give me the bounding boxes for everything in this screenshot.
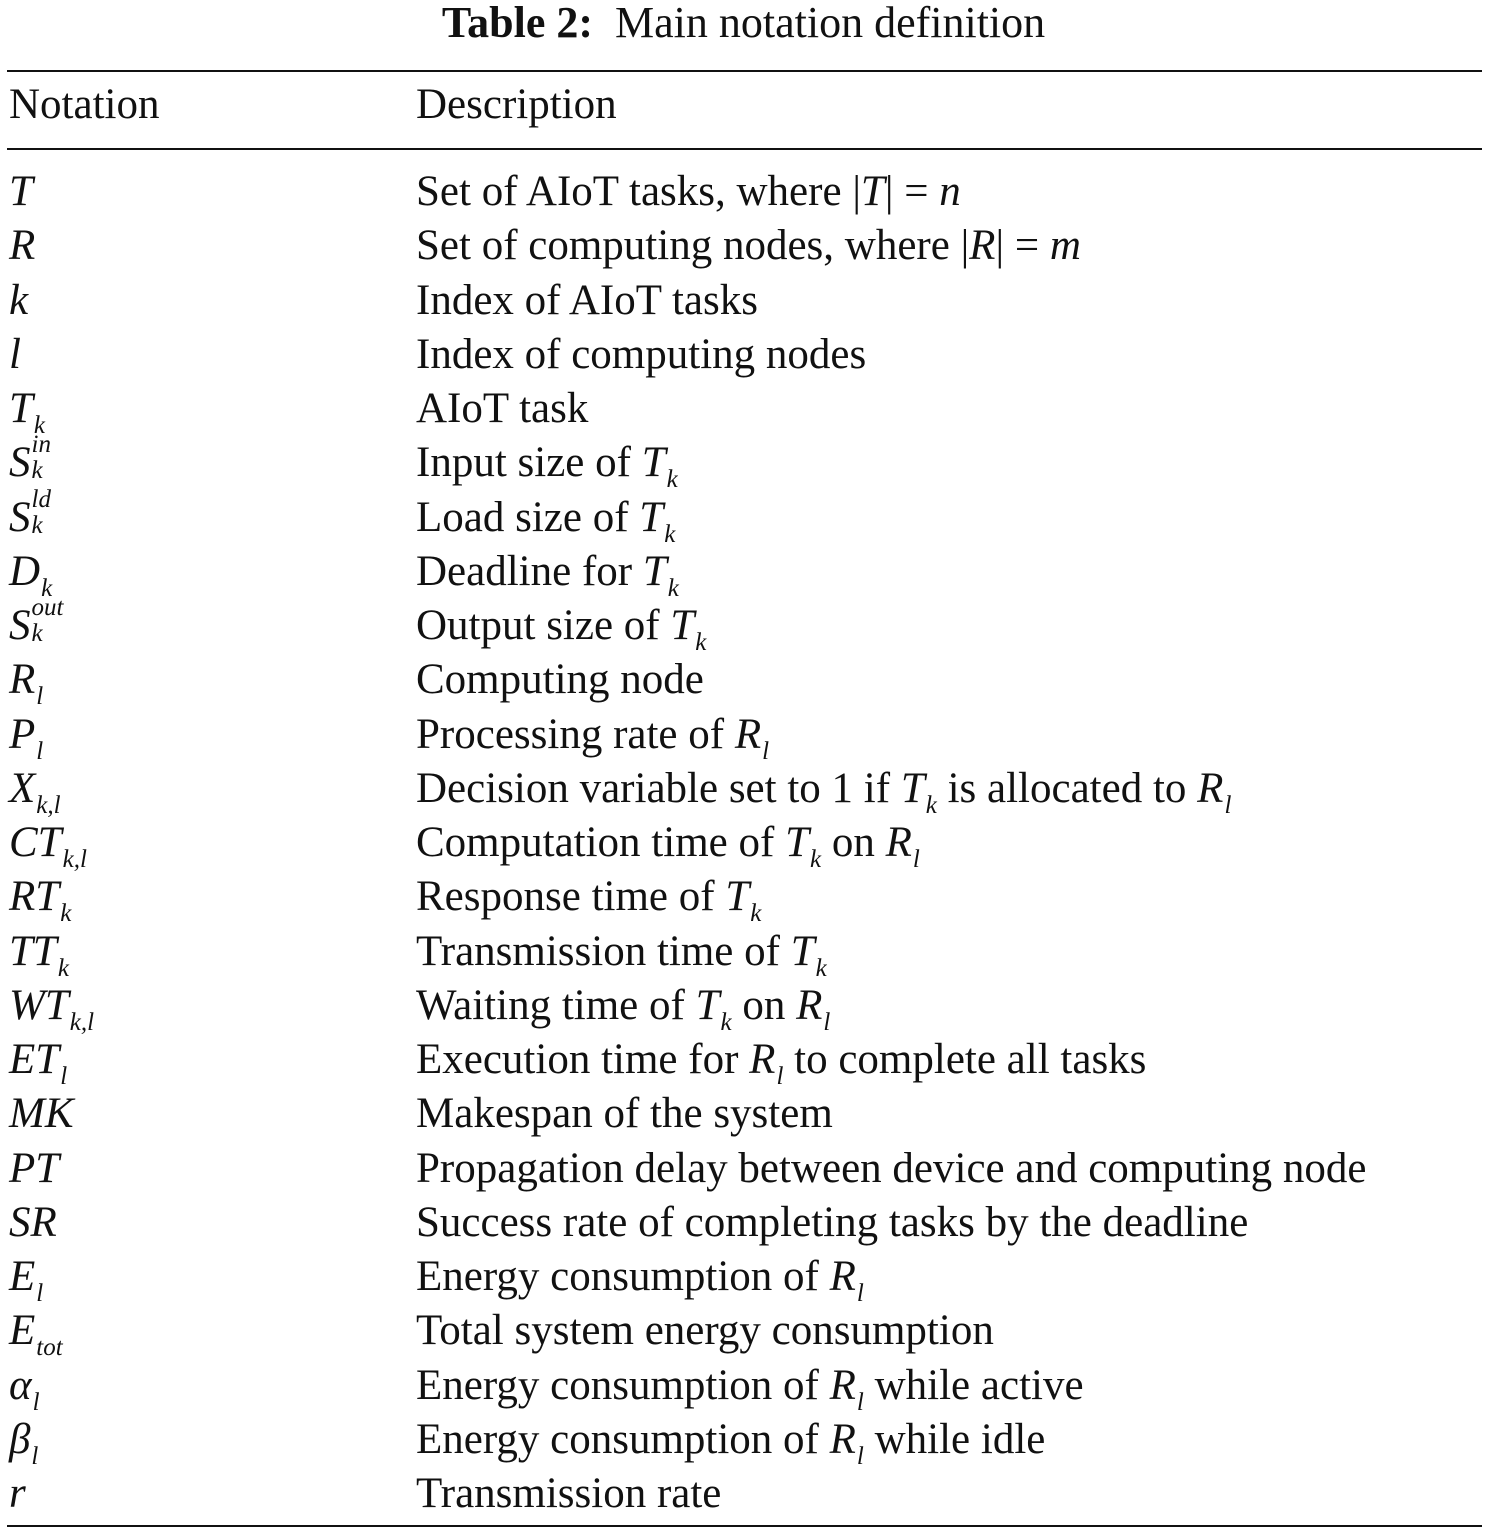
table-row — [0, 708, 1487, 765]
description-cell: Output size of $T_k$ — [416, 602, 707, 656]
description-cell: AIoT task — [416, 385, 589, 432]
table-caption — [0, 0, 1487, 48]
notation-cell: $ET_l$ — [9, 1036, 68, 1090]
description-cell: Response time of $T_k$ — [416, 873, 762, 928]
notation-cell: SR — [9, 1198, 57, 1246]
notation-cell: $\beta_l$ — [9, 1415, 39, 1470]
notation-cell: $T_k$ — [9, 385, 46, 439]
table-row — [0, 1087, 1487, 1141]
table-row — [0, 1413, 1487, 1470]
notation-cell: k — [9, 276, 29, 324]
notation-cell: R — [9, 222, 36, 270]
notation-cell: $WT_{k,l}$ — [9, 981, 95, 1036]
description-cell: Propagation delay between device and computing node — [416, 1144, 1367, 1192]
table-row — [0, 431, 1487, 494]
description-cell: Computation time of $T_k$ on $R_l$ — [416, 819, 920, 873]
notation-cell: $R_l$ — [9, 656, 44, 711]
description-cell: Energy consumption of $R_l$ while active — [416, 1361, 1084, 1416]
table-bottom-rule — [7, 1525, 1482, 1527]
description-cell: Success rate of completing tasks by the deadline — [416, 1198, 1249, 1246]
description-cell: Energy consumption of $R_l$ — [416, 1253, 864, 1307]
table-row — [0, 762, 1487, 819]
description-cell: Execution time for $R_l$ to complete all tasks — [416, 1036, 1147, 1090]
table-row — [0, 653, 1487, 711]
description-cell: Total system energy consumption — [416, 1307, 994, 1355]
notation-cell: S ld k — [9, 485, 51, 541]
table-row — [0, 485, 1487, 548]
notation-cell: $P_l$ — [9, 710, 44, 765]
description-cell: Set of AIoT tasks, where |T| = n — [416, 168, 961, 215]
table-caption-label: Table 2: — [441, 0, 593, 47]
notation-cell: S out k — [9, 594, 64, 649]
table-top-rule — [7, 70, 1482, 72]
description-cell: Decision variable set to 1 if $T_k$ is allocated to $R_l$ — [416, 764, 1232, 819]
table-row — [0, 870, 1487, 928]
header-description: Description — [416, 81, 617, 128]
description-cell: Energy consumption of $R_l$ while idle — [416, 1415, 1046, 1470]
description-cell: Transmission time of $T_k$ — [416, 927, 827, 982]
description-cell: Index of computing nodes — [416, 330, 867, 378]
notation-cell: $\alpha_l$ — [9, 1361, 40, 1416]
notation-cell: l — [9, 330, 21, 378]
description-cell: Set of computing nodes, where |R| = m — [416, 222, 1081, 270]
table-row — [0, 1304, 1487, 1362]
description-cell: Transmission rate — [416, 1470, 722, 1517]
notation-cell: T — [9, 168, 33, 215]
notation-cell: $CT_{k,l}$ — [9, 819, 87, 873]
notation-cell: $D_k$ — [9, 547, 53, 602]
table-row — [0, 1033, 1487, 1090]
notation-cell: $RT_k$ — [9, 873, 72, 928]
description-cell: Input size of $T_k$ — [416, 439, 678, 494]
notation-cell: $X_{k,l}$ — [9, 764, 61, 819]
table-row — [0, 1196, 1487, 1250]
notation-cell: $TT_k$ — [9, 927, 69, 982]
table-row — [0, 594, 1487, 656]
notation-cell: $E_l$ — [9, 1253, 44, 1307]
table-row — [0, 1142, 1487, 1196]
table-row — [0, 925, 1487, 982]
header-notation: Notation — [9, 81, 160, 128]
notation-cell: MK — [9, 1090, 74, 1138]
table-row — [0, 382, 1487, 439]
table-row — [0, 274, 1487, 328]
description-cell: Waiting time of $T_k$ on $R_l$ — [416, 981, 831, 1036]
table-body — [0, 165, 1487, 1521]
table-row — [0, 1250, 1487, 1307]
notation-cell: $E_{tot}$ — [9, 1307, 63, 1362]
description-cell: Load size of $T_k$ — [416, 493, 676, 548]
description-cell: Computing node — [416, 656, 704, 704]
table-row — [0, 979, 1487, 1036]
description-cell: Processing rate of $R_l$ — [416, 710, 770, 765]
table-row — [0, 816, 1487, 873]
notation-cell: r — [9, 1470, 26, 1517]
table-header-rule — [7, 148, 1482, 150]
table-row — [0, 328, 1487, 382]
table-row — [0, 1359, 1487, 1416]
description-cell: Index of AIoT tasks — [416, 276, 758, 324]
table-row — [0, 545, 1487, 602]
description-cell: Makespan of the system — [416, 1090, 833, 1138]
table-row — [0, 219, 1487, 273]
notation-cell: S in k — [9, 431, 51, 487]
table-row — [0, 1467, 1487, 1521]
notation-cell: PT — [9, 1144, 60, 1192]
table-row — [0, 165, 1487, 219]
description-cell: Deadline for $T_k$ — [416, 547, 679, 602]
table-header-row — [0, 78, 1487, 132]
table-caption-text: Main notation definition — [615, 0, 1046, 47]
